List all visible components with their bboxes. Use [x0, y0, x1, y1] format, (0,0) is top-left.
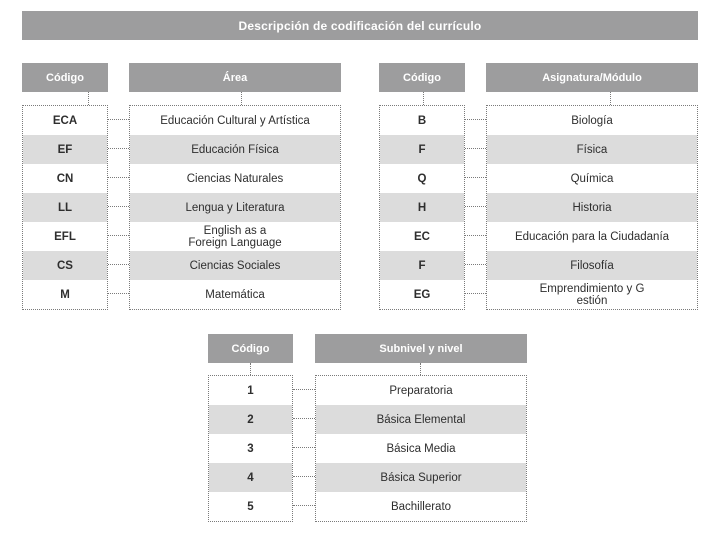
connector [293, 505, 315, 506]
levels-code-cell: 3 [247, 442, 254, 455]
areas-code-header: Código [22, 63, 108, 92]
areas-name-cell: Educación Física [130, 135, 340, 164]
areas-name-cell [130, 222, 340, 251]
levels-code-column [208, 375, 293, 522]
levels-code-cell: 1 [247, 384, 254, 397]
areas-name-line: English as a [203, 224, 267, 237]
page-title: Descripción de codificación del currículo [22, 11, 698, 40]
connector [241, 92, 242, 105]
connector [420, 363, 421, 375]
subjects-code-column [379, 105, 465, 310]
connector [108, 206, 129, 207]
areas-name-cell: Ciencias Sociales [130, 251, 340, 280]
areas-code-cell: EF [23, 135, 107, 164]
subjects-name-cell: Filosofía [487, 251, 697, 280]
connector [465, 177, 486, 178]
levels-code-cell: 2 [209, 405, 292, 434]
subjects-code-cell: EC [414, 230, 430, 243]
connector [108, 264, 129, 265]
levels-name-cell: Bachillerato [390, 500, 452, 513]
connector [465, 293, 486, 294]
subjects-name-cell: Historia [487, 193, 697, 222]
subjects-code-cell: Q [417, 172, 427, 185]
areas-code-column [22, 105, 108, 310]
subjects-code-header: Código [379, 63, 465, 92]
connector [465, 235, 486, 236]
subjects-code-cell: EG [413, 288, 431, 301]
subjects-code-cell: H [380, 193, 464, 222]
areas-code-cell: CN [56, 172, 74, 185]
connector [423, 92, 424, 105]
areas-name-cell: Lengua y Literatura [130, 193, 340, 222]
subjects-code-cell: F [380, 251, 464, 280]
levels-code-cell: 4 [209, 463, 292, 492]
connector [250, 363, 251, 375]
subjects-name-cell: Química [570, 172, 614, 185]
levels-name-cell: Básica Media [386, 442, 456, 455]
connector [293, 447, 315, 448]
areas-name-cell: Matemática [205, 288, 265, 301]
levels-name-header: Subnivel y nivel [315, 334, 527, 363]
areas-code-cell: EFL [54, 230, 76, 243]
connector [88, 92, 89, 105]
subjects-name-cell: Educación para la Ciudadanía [514, 230, 670, 243]
subjects-code-cell: B [417, 114, 427, 127]
areas-name-cell: Ciencias Naturales [186, 172, 284, 185]
connector [293, 389, 315, 390]
connector [293, 476, 315, 477]
connector [108, 235, 129, 236]
connector [465, 148, 486, 149]
subjects-name-column [486, 105, 698, 310]
levels-name-cell: Básica Elemental [316, 405, 526, 434]
areas-code-cell: M [60, 288, 70, 301]
connector [465, 264, 486, 265]
subjects-name-cell: Biología [571, 114, 613, 127]
connector [465, 119, 486, 120]
connector [108, 293, 129, 294]
areas-code-cell: CS [23, 251, 107, 280]
areas-code-cell: LL [23, 193, 107, 222]
connector [465, 206, 486, 207]
levels-name-cell: Básica Superior [316, 463, 526, 492]
areas-name-header: Área [129, 63, 341, 92]
levels-code-cell: 5 [247, 500, 254, 513]
levels-name-cell: Preparatoria [389, 384, 453, 397]
connector [108, 177, 129, 178]
subjects-name-line: estión [576, 294, 608, 307]
connector [108, 119, 129, 120]
subjects-name-line: Emprendimiento y G [539, 282, 645, 295]
levels-code-header: Código [208, 334, 293, 363]
subjects-name-header: Asignatura/Módulo [486, 63, 698, 92]
subjects-name-cell: Física [487, 135, 697, 164]
areas-name-cell: Educación Cultural y Artística [160, 114, 310, 127]
connector [293, 418, 315, 419]
subjects-name-cell [487, 280, 697, 309]
connector [108, 148, 129, 149]
levels-name-column [315, 375, 527, 522]
areas-name-line: Foreign Language [188, 236, 282, 249]
connector [610, 92, 611, 105]
subjects-code-cell: F [380, 135, 464, 164]
areas-code-cell: ECA [52, 114, 78, 127]
areas-name-column [129, 105, 341, 310]
